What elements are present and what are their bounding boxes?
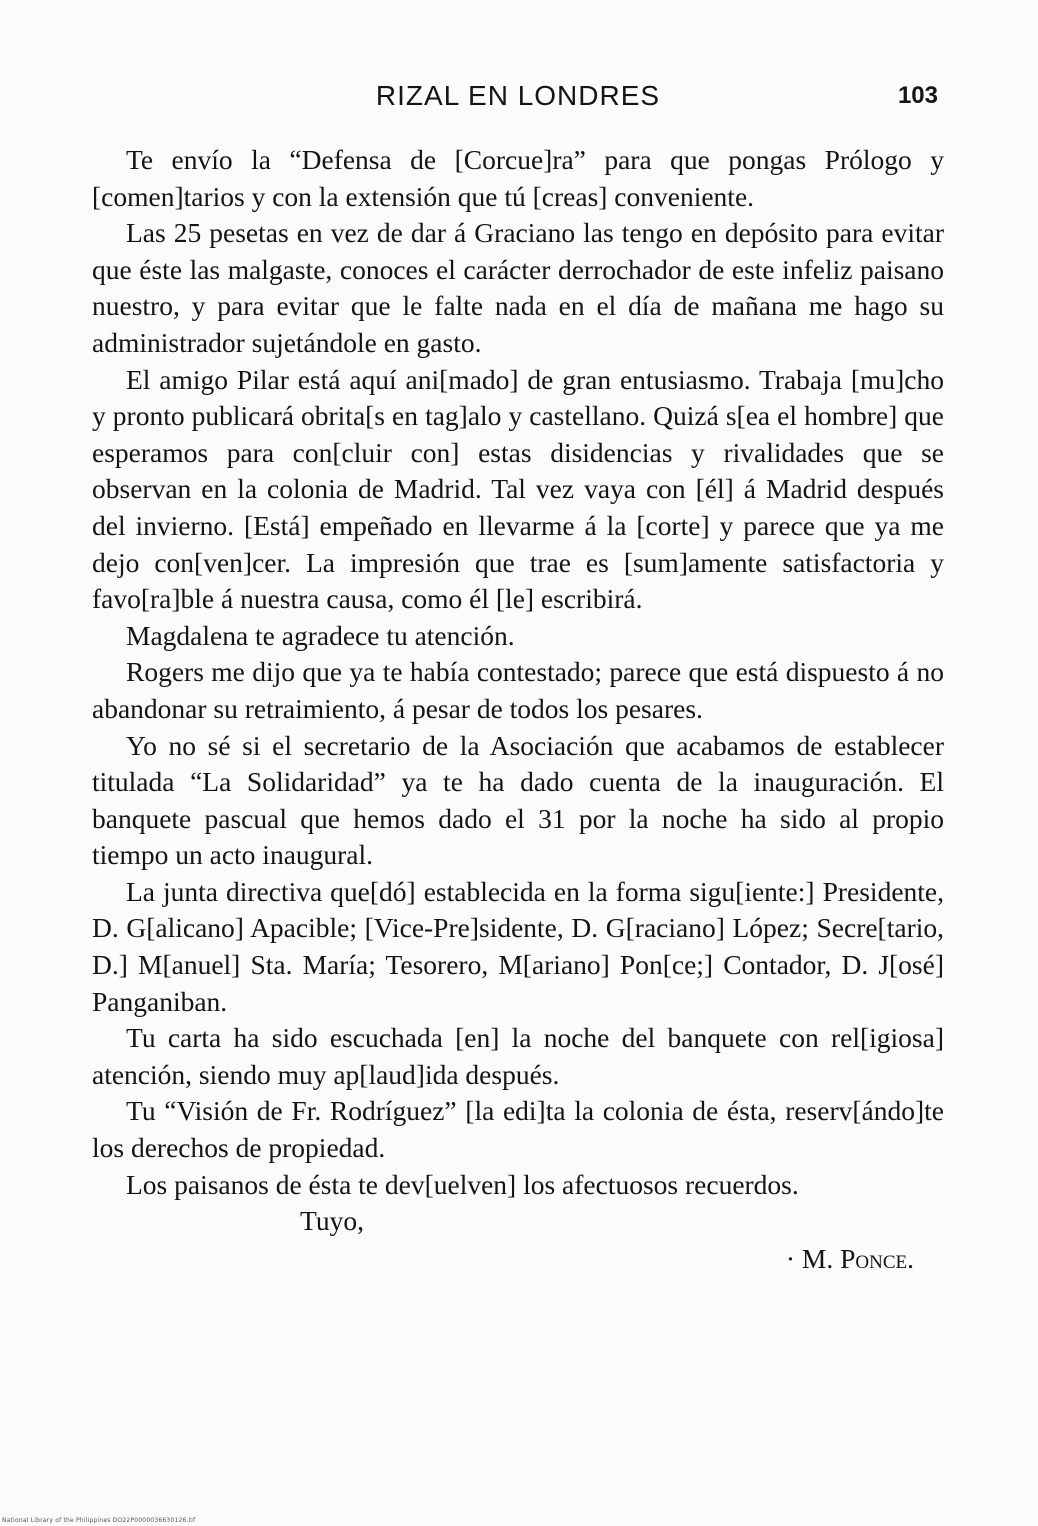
letter-closing [92, 1203, 944, 1283]
paragraph: Tu “Visión de Fr. Rodríguez” [la edi]ta la colonia de ésta, reserv[ándo]te los derechos de propiedad. [92, 1095, 944, 1164]
running-title: RIZAL EN LONDRES [375, 80, 661, 111]
paragraph: Te envío la “Defensa de [Corcue]ra” para que pongas Prólogo y [comen]tarios y con la extensión que tú [creas] conveniente. [92, 144, 944, 212]
paragraph: El amigo Pilar está aquí ani[mado] de gran entusiasmo. Trabaja [mu]cho y pronto publicará obrita[s en tag]alo y castellano. Quizá s[ea el hombre] que esperamos para con[cluir con] estas disidencias y rivalidades que se observan en la colonia de Madrid. Tal vez vaya con [él] á Madrid después del invierno. [Está] empeñado en llevarme á la [corte] y parece que ya me dejo con[ven]cer. La impresión que trae es [sum]amente satisfactoria y favo[ra]ble á nuestra causa, como él [le] escribirá. [92, 363, 944, 615]
page-header [92, 78, 944, 124]
paragraph: La junta directiva que[dó] establecida en la forma sigu[iente:] Presidente, D. G[alicano] Apacible; [Vice-Pre]sidente, D. G[raciano] López; Secre[tario, D.] M[anuel] Sta. María; Tesorero, M[ariano] Pon[ce;] Contador, D. J[osé] Panganiban. [92, 875, 944, 1017]
scan-credit: National Library of the Philippines DO22P0000036630126.tif [2, 1517, 196, 1524]
paragraph: Los paisanos de ésta te dev[uelven] los afectuosos recuerdos. [126, 1168, 799, 1200]
letter-body [92, 142, 944, 1203]
paragraph: Tu carta ha sido escuchada [en] la noche del banquete con rel[igiosa] atención, siendo muy ap[laud]ida después. [92, 1022, 944, 1090]
paragraph: Yo no sé si el secretario de la Asociación que acabamos de establecer titulada “La Solidaridad” ya te ha dado cuenta de la inauguración. El banquete pascual que hemos dado el 31 por la noche ha sido al propio tiempo un acto inaugural. [92, 729, 944, 871]
valediction: Tuyo, [300, 1205, 364, 1237]
signature: · M. Ponce. [785, 1243, 914, 1275]
page-content [92, 78, 944, 1498]
page-number: 103 [897, 82, 938, 109]
paragraph: Magdalena te agradece tu atención. [126, 619, 515, 651]
paragraph: Rogers me dijo que ya te había contestado; parece que está dispuesto á no abandonar su retraimiento, á pesar de todos los pesares. [92, 656, 944, 724]
paragraph: Las 25 pesetas en vez de dar á Graciano las tengo en depósito para evitar que éste las malgaste, conoces el carácter derrochador de este infeliz paisano nuestro, y para evitar que le falte nada en el día de mañana me hago su administrador sujetándole en gasto. [92, 217, 944, 358]
